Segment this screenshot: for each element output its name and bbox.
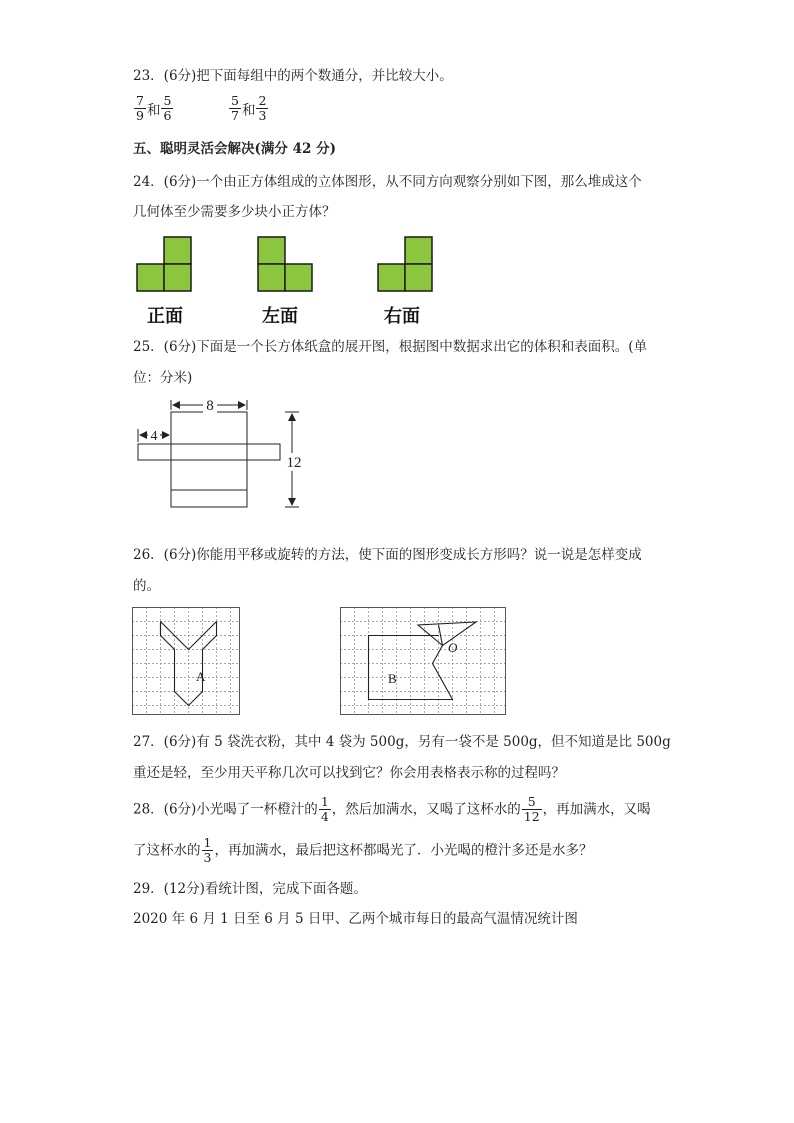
q26-line-1: 26．(6分)你能用平移或旋转的方法，使下面的图形变成长方形吗？说一说是怎样变成 <box>133 547 642 563</box>
q23-pair-2: $\frac{5}{7}$ 和 $\frac{2}{3}$ <box>231 93 267 123</box>
grid-figure-a <box>132 607 242 717</box>
point-label-o: O <box>448 640 458 655</box>
section-title: 五、聪明灵活会解决(满分 42 分) <box>133 141 336 157</box>
q27-line-1: 27．(6分)有 5 袋洗衣粉，其中 4 袋为 500g，另有一袋不是 500g，但不知道是比 500g <box>133 734 671 750</box>
fraction: $\frac{1}{4}$ <box>320 794 329 824</box>
grid-figure-b <box>340 607 510 717</box>
q24-views-figure <box>0 0 794 300</box>
fraction: $\frac{1}{3}$ <box>203 835 212 865</box>
q28-line-1: 28．(6分)小光喝了一杯橙汁的 $\frac{1}{4}$ ，然后加满水，又喝了这杯水的 $\frac{5}{12}$ ，再加满水，又喝 <box>133 794 651 824</box>
q29-text: 29．(12分)看统计图，完成下面各题。 <box>133 881 367 897</box>
dim-label-side: 4 <box>150 429 158 444</box>
q23-text: 23．(6分)把下面每组中的两个数通分，并比较大小。 <box>133 68 453 84</box>
fraction: $\frac{5}{7}$ <box>231 93 239 123</box>
q24-line-1: 24．(6分)一个由正方体组成的立体图形，从不同方向观察分别如下图，那么堆成这个 <box>133 174 642 190</box>
q26-line-2: 的。 <box>133 578 160 594</box>
chart-caption: 2020 年 6 月 1 日至 6 月 5 日甲、乙两个城市每日的最高气温情况统计图 <box>133 911 578 927</box>
fraction: $\frac{5}{6}$ <box>163 93 172 123</box>
view-label-left: 左面 <box>262 306 298 327</box>
shape-label-b: B <box>388 671 397 686</box>
view-label-right: 右面 <box>384 306 420 327</box>
q23-pair-1: $\frac{7}{9}$ 和 $\frac{5}{6}$ <box>136 93 172 123</box>
q27-line-2: 重还是轻，至少用天平称几次可以找到它？你会用表格表示称的过程吗？ <box>133 765 565 781</box>
fraction: $\frac{2}{3}$ <box>258 93 267 123</box>
q28-line-2: 了这杯水的 $\frac{1}{3}$ ，再加满水，最后把这杯都喝光了．小光喝的橙汁多还是水多？ <box>133 835 593 865</box>
q25-line-2: 位：分米) <box>133 370 193 386</box>
q25-line-1: 25．(6分)下面是一个长方体纸盒的展开图，根据图中数据求出它的体积和表面积。(单 <box>133 339 648 355</box>
dim-label-width: 8 <box>206 398 214 414</box>
dim-label-height: 12 <box>286 455 302 471</box>
q24-line-2: 几何体至少需要多少块小正方体？ <box>133 204 336 220</box>
fraction: $\frac{5}{12}$ <box>523 794 540 824</box>
shape-label-a: A <box>196 669 206 684</box>
q25-box-net-figure <box>125 395 325 515</box>
fraction: $\frac{7}{9}$ <box>136 93 144 123</box>
view-label-front: 正面 <box>147 306 183 327</box>
